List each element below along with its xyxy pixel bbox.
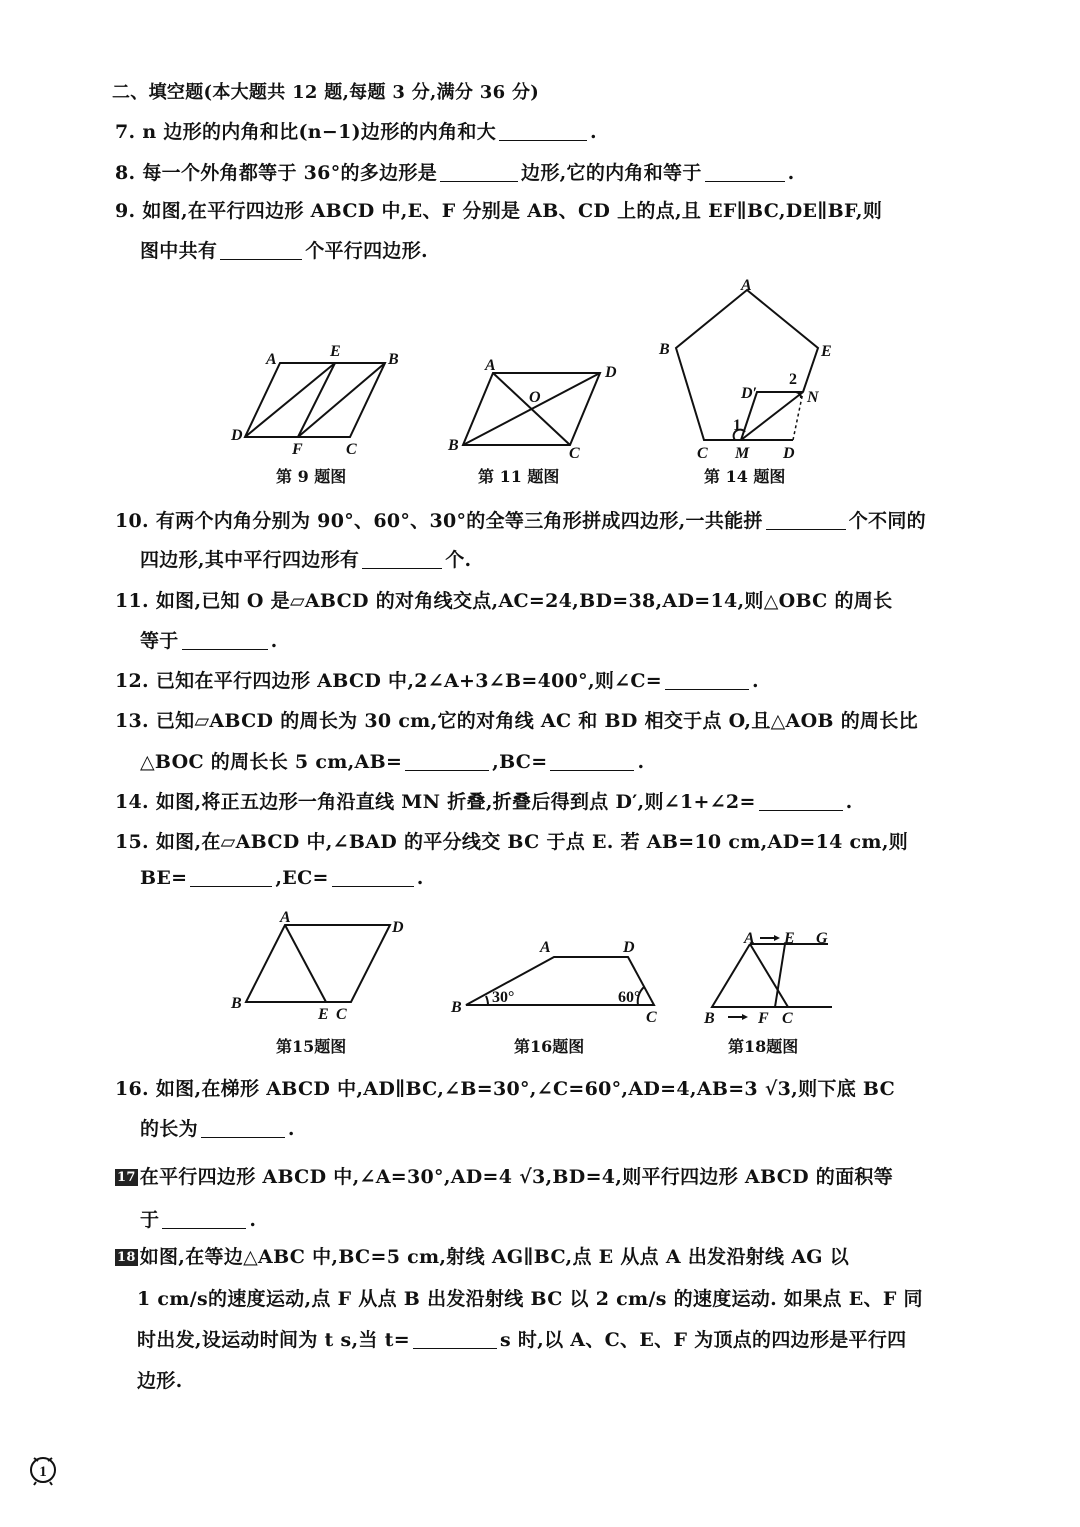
- question-16-line2: [140, 1114, 295, 1141]
- q10-text-a: 10. 有两个内角分别为 90°、60°、30°的全等三角形拼成四边形,一共能拼: [115, 510, 763, 532]
- q10-answer-blank-1[interactable]: [766, 511, 846, 530]
- q7-answer-blank[interactable]: [499, 122, 587, 141]
- fig15-parallelogram: [246, 925, 390, 1002]
- figure-9-caption: 第 9 题图: [276, 467, 347, 486]
- fig14-label-c: C: [697, 445, 708, 462]
- q17-number-badge: 17: [117, 1170, 136, 1185]
- q16-period: .: [287, 1118, 295, 1140]
- q9-text-b: 个平行四边形.: [305, 240, 428, 262]
- page-number-leg-left: [34, 1482, 36, 1485]
- q12-answer-blank[interactable]: [665, 671, 749, 690]
- q14-text-a: 14. 如图,将正五边形一角沿直线 MN 折叠,折叠后得到点 D′,则∠1+∠2=: [115, 791, 756, 813]
- section-title: 二、填空题(本大题共 12 题,每题 3 分,满分 36 分): [112, 82, 540, 103]
- question-18-line4: 边形.: [137, 1370, 183, 1392]
- fig9-parallelogram: [245, 363, 385, 437]
- fig14-pentagon-outline: [676, 290, 818, 440]
- fig16-angle-b-arc: [486, 996, 488, 1005]
- fig14-label-1: 1: [733, 417, 741, 434]
- q18-number-badge: 18: [117, 1250, 136, 1265]
- fig9-label-f: F: [292, 441, 303, 458]
- question-10-line2: [140, 545, 471, 572]
- q8-text-b: 边形,它的内角和等于: [521, 162, 702, 184]
- question-8: [115, 158, 795, 185]
- question-13-line1: 13. 已知▱ABCD 的周长为 30 cm,它的对角线 AC 和 BD 相交于点 O,且△AOB 的周长比: [115, 710, 918, 732]
- figure-14: [655, 272, 845, 462]
- fig16-label-d: D: [623, 939, 635, 956]
- q15-answer-blank-2[interactable]: [332, 868, 414, 887]
- figure-11: [445, 350, 625, 460]
- fig14-label-a: A: [741, 277, 752, 294]
- q13-period: .: [637, 751, 645, 773]
- q18-text-a: 时出发,设运动时间为 t s,当 t=: [137, 1329, 410, 1351]
- fig16-label-a: A: [540, 939, 551, 956]
- figure-14-caption: 第 14 题图: [704, 467, 786, 486]
- question-10-line1: [115, 506, 926, 533]
- q16-answer-blank[interactable]: [201, 1119, 285, 1138]
- question-18-line1: [115, 1242, 849, 1269]
- fig9-label-b: B: [388, 351, 399, 368]
- fig14-label-b: B: [659, 341, 670, 358]
- fig18-label-e: E: [784, 930, 795, 947]
- question-18-line3: [137, 1325, 906, 1352]
- fig14-label-n: N: [807, 389, 819, 406]
- figure-16: [448, 932, 668, 1027]
- fig16-label-60deg: 60°: [618, 989, 641, 1006]
- figure-11-caption: 第 11 题图: [478, 467, 560, 486]
- q7-period: .: [590, 121, 597, 143]
- fig18-label-b: B: [704, 1010, 715, 1027]
- figure-18: [700, 925, 840, 1030]
- question-9-line2: [140, 236, 428, 263]
- question-11-line2: [140, 626, 278, 653]
- fig15-bisector-ae: [285, 925, 326, 1002]
- page-number: [28, 1452, 58, 1486]
- fig11-label-a: A: [485, 357, 496, 374]
- fig9-segment-de: [245, 363, 335, 437]
- question-16-line1: 16. 如图,在梯形 ABCD 中,AD∥BC,∠B=30°,∠C=60°,AD=4,AB=3 √3,则下底 BC: [115, 1078, 896, 1100]
- fig14-label-2: 2: [789, 371, 797, 388]
- fig9-label-c: C: [346, 441, 357, 458]
- q15-text-a: BE=: [140, 867, 188, 889]
- page-number-text: 1: [39, 1464, 47, 1480]
- q17-period: .: [249, 1209, 257, 1231]
- q17-text-a: 于: [140, 1209, 160, 1231]
- fig11-label-o: O: [529, 389, 541, 406]
- fig11-label-c: C: [569, 445, 580, 462]
- q13-answer-blank-2[interactable]: [550, 752, 634, 771]
- q12-period: .: [752, 670, 759, 692]
- q10-text-d: 个.: [445, 549, 472, 571]
- fig9-label-a: A: [266, 351, 277, 368]
- fig16-label-b: B: [451, 999, 462, 1016]
- question-17-line1: [115, 1162, 893, 1189]
- fig14-label-m: M: [735, 445, 750, 462]
- fig18-label-f: F: [758, 1010, 769, 1027]
- q12-text-a: 12. 已知在平行四边形 ABCD 中,2∠A+3∠B=400°,则∠C=: [115, 670, 663, 692]
- figure-15-caption: 第15题图: [276, 1037, 347, 1056]
- fig11-label-d: D: [605, 364, 617, 381]
- q14-period: .: [845, 791, 853, 813]
- q18-answer-blank[interactable]: [413, 1330, 497, 1349]
- fig18-arrowhead-bottom: [742, 1014, 748, 1020]
- figure-9: [228, 340, 418, 460]
- q18-text: 如图,在等边△ABC 中,BC=5 cm,射线 AG∥BC,点 E 从点 A 出发沿射线 AG 以: [139, 1246, 850, 1268]
- q11-text-a: 等于: [140, 630, 179, 652]
- question-15-line1: 15. 如图,在▱ABCD 中,∠BAD 的平分线交 BC 于点 E. 若 AB=10 cm,AD=14 cm,则: [115, 831, 909, 853]
- q17-answer-blank[interactable]: [162, 1210, 246, 1229]
- question-12: [115, 666, 759, 693]
- q13-text-a: △BOC 的周长长 5 cm,AB=: [140, 751, 403, 773]
- fig15-label-a: A: [280, 909, 291, 926]
- page-number-leg-right: [50, 1482, 52, 1485]
- q10-text-c: 四边形,其中平行四边形有: [140, 549, 360, 571]
- fig11-diagonal-bd: [463, 373, 600, 445]
- fig9-segment-bf: [298, 363, 385, 437]
- fig18-segment-ef: [775, 944, 785, 1007]
- fig14-label-d-prime: D′: [741, 385, 758, 402]
- question-18-line2: 1 cm/s的速度运动,点 F 从点 B 出发沿射线 BC 以 2 cm/s 的速度运动. 如果点 E、F 同: [137, 1288, 923, 1310]
- fig15-label-e: E: [318, 1006, 329, 1023]
- figure-18-caption: 第18题图: [728, 1037, 799, 1056]
- fig9-label-d: D: [231, 427, 243, 444]
- fig16-label-c: C: [646, 1009, 657, 1026]
- question-17-line2: [140, 1205, 256, 1232]
- question-11-line1: 11. 如图,已知 O 是▱ABCD 的对角线交点,AC=24,BD=38,AD=14,则△OBC 的周长: [115, 590, 893, 612]
- fig18-label-a: A: [744, 930, 755, 947]
- figure-16-caption: 第16题图: [514, 1037, 585, 1056]
- q9-text-a: 图中共有: [140, 240, 218, 262]
- q10-text-b: 个不同的: [848, 510, 926, 532]
- q8-text-a: 8. 每一个外角都等于 36°的多边形是: [115, 162, 438, 184]
- q8-period: .: [787, 162, 795, 184]
- question-7: [115, 117, 597, 144]
- q7-text: 7. n 边形的内角和比(n−1)边形的内角和大: [115, 121, 497, 143]
- fig18-label-c: C: [782, 1010, 793, 1027]
- figure-15: [228, 910, 418, 1025]
- fig15-label-c: C: [336, 1006, 347, 1023]
- fig14-label-d: D: [783, 445, 795, 462]
- fig14-label-e: E: [821, 343, 832, 360]
- q8-answer-blank-2[interactable]: [705, 163, 785, 182]
- q8-answer-blank-1[interactable]: [440, 163, 518, 182]
- fig15-label-b: B: [231, 995, 242, 1012]
- q9-answer-blank[interactable]: [220, 241, 302, 260]
- fig18-arrowhead-top: [774, 935, 780, 941]
- fig11-label-b: B: [448, 437, 459, 454]
- fig18-label-g: G: [816, 930, 828, 947]
- question-15-line2: [140, 867, 424, 889]
- q15-answer-blank-1[interactable]: [190, 868, 272, 887]
- q14-answer-blank[interactable]: [759, 792, 843, 811]
- fig16-label-30deg: 30°: [492, 989, 515, 1006]
- q11-period: .: [270, 630, 278, 652]
- q15-text-b: ,EC=: [275, 867, 329, 889]
- q17-text: 在平行四边形 ABCD 中,∠A=30°,AD=4 √3,BD=4,则平行四边形 ABCD 的面积等: [139, 1166, 894, 1188]
- q11-answer-blank[interactable]: [182, 631, 268, 650]
- fig15-label-d: D: [392, 919, 404, 936]
- q10-answer-blank-2[interactable]: [362, 550, 442, 569]
- q13-text-b: ,BC=: [492, 751, 548, 773]
- q18-text-b: s 时,以 A、C、E、F 为顶点的四边形是平行四: [499, 1329, 907, 1351]
- question-13-line2: [140, 747, 644, 774]
- fig9-label-e: E: [330, 343, 341, 360]
- q13-answer-blank-1[interactable]: [405, 752, 489, 771]
- question-9-line1: 9. 如图,在平行四边形 ABCD 中,E、F 分别是 AB、CD 上的点,且 EF∥BC,DE∥BF,则: [115, 200, 883, 222]
- fig9-segment-ef: [298, 363, 335, 437]
- question-14: [115, 787, 853, 814]
- q15-period: .: [416, 867, 424, 889]
- q16-text-a: 的长为: [140, 1118, 198, 1140]
